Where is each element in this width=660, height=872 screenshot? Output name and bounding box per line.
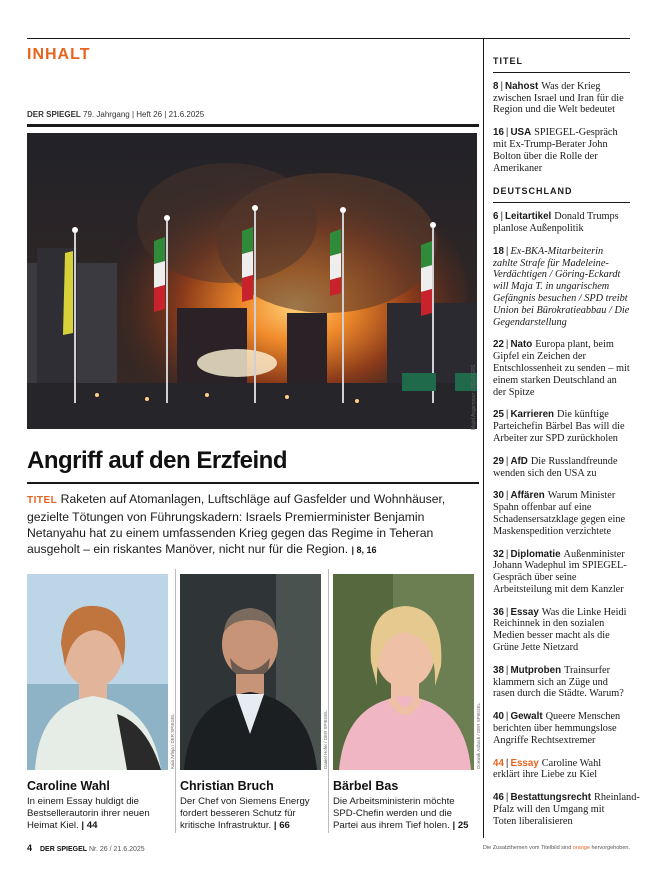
footer-note-post: hervorgehoben. (591, 845, 630, 851)
person-text-wahl (27, 796, 172, 832)
toc-entry-page: 36 (493, 606, 504, 618)
toc-entry-page: 25 (493, 409, 504, 421)
toc-entry-keyword: Nahost (505, 80, 539, 92)
toc-entry-keyword: Essay (510, 757, 539, 769)
footer-note-orange: orange (572, 845, 590, 851)
person-photo-bruch (180, 574, 321, 770)
toc-entry-page: 18 (493, 245, 504, 257)
toc-entry-text: Europa plant, beim Gipfel ein Zeichen der Entschlossenheit zu senden – mit einem starken Deutschland an der Spitze (493, 339, 630, 398)
toc-entry-text: Ex-BKA-Mitarbeiterin zahlte Strafe für Madeleine-Verdächtigen / Göring-Eckardt will Maja T. in ungarischem Gefängnis besuchen / SPD treibt Union bei Bürokratieabbau / Die Gegendarstellung (493, 245, 630, 328)
toc-entry-text: Queere Menschen berichten über hemmungslose Angriffe Rechtsextremer (493, 711, 621, 746)
person-card-bas[interactable] (333, 569, 480, 833)
toc-entry[interactable] (493, 456, 630, 480)
toc-section-deutschland: DEUTSCHLAND (493, 186, 630, 203)
person-ref-bruch[interactable]: | 66 (273, 820, 290, 831)
toc-entry[interactable] (493, 711, 630, 746)
toc-entry[interactable] (493, 246, 630, 329)
person-text-bruch (180, 796, 325, 832)
toc-entry-text: Außenminister Johann Wadephul im SPIEGEL-Gespräch über seine Arbeitsteilung mit dem Kanzler (493, 548, 627, 595)
toc-entry-text: Die künftige Parteichefin Bärbel Bas will die Arbeiter zur SPD zurückholen (493, 409, 625, 444)
person-ref-bas[interactable]: | 25 (452, 820, 469, 831)
toc-entry-keyword: USA (510, 127, 532, 139)
toc-entry-page: 30 (493, 490, 504, 502)
lead-text: Raketen auf Atomanlagen, Luftschläge auf Gasfelder und Wohnhäuser, gezielte Tötungen von Führungskadern: Israels Premierminister Benjamin Netanyahu hat zu einem umfassenden Krieg gegen das Regime in Teheran ausgeholt – ein riskantes Manöver, nicht nur für die Region. (27, 492, 446, 556)
toc-entry-separator: | (505, 245, 509, 257)
toc-sidebar (493, 56, 640, 839)
toc-entry-page: 44 (493, 757, 504, 769)
person-credit-wahl: Kaia Arfeja / DER SPIEGEL (170, 713, 175, 769)
person-card-bruch[interactable] (180, 569, 327, 833)
toc-entry-page: 6 (493, 211, 499, 223)
toc-entry[interactable] (493, 211, 630, 235)
toc-entry-page: 46 (493, 792, 504, 804)
masthead-brand: DER SPIEGEL (27, 110, 81, 119)
toc-entry[interactable] (493, 339, 630, 398)
toc-entry-separator: | (505, 548, 509, 560)
toc-section-titel: TITEL (493, 56, 630, 73)
toc-entry-separator: | (505, 409, 509, 421)
toc-entry-separator: | (505, 606, 509, 618)
toc-entry-page: 22 (493, 339, 504, 351)
person-desc-bruch: Der Chef von Siemens Energy fordert besseren Schutz für kritische Infrastruktur. (180, 796, 310, 831)
person-name-bas: Bärbel Bas (333, 779, 399, 793)
people-divider (175, 569, 176, 833)
toc-entry-page: 16 (493, 127, 504, 139)
toc-entry-page: 8 (493, 80, 499, 92)
toc-entry-text: Caroline Wahl erklärt ihre Liebe zu Kiel (493, 757, 602, 781)
people-divider (328, 569, 329, 833)
toc-entry-text: Donald Trumps planlose Außenpolitik (493, 211, 619, 234)
lead-tag: TITEL (27, 495, 58, 506)
page-footer (27, 843, 630, 853)
toc-entry-separator: | (500, 211, 503, 223)
section-label: INHALT (27, 46, 91, 63)
masthead-info: 79. Jahrgang | Heft 26 | 21.6.2025 (83, 110, 205, 119)
toc-entry-keyword: Leitartikel (505, 211, 552, 223)
toc-entry-page: 29 (493, 455, 504, 467)
toc-entry-keyword: Bestattungsrecht (510, 792, 592, 804)
toc-entry-text: Rheinland-Pfalz will den Umgang mit Toten liberalisieren (493, 792, 640, 827)
person-desc-bas: Die Arbeitsministerin möchte SPD-Chefin werden und die Partei aus ihrem Tief holen. (333, 796, 455, 831)
toc-entry-keyword: Gewalt (510, 711, 543, 723)
portrait-bruch-icon (180, 574, 321, 770)
person-photo-wahl (27, 574, 168, 770)
toc-entry-separator: | (505, 664, 509, 676)
people-row (27, 569, 479, 833)
toc-entry[interactable] (493, 127, 630, 174)
page-number: 4 (27, 843, 33, 853)
toc-entry-separator: | (505, 455, 509, 467)
lead-teaser (27, 491, 477, 558)
person-name-bruch: Christian Bruch (180, 779, 274, 793)
person-credit-bas: Dominik Asbach / DER SPIEGEL (476, 702, 481, 769)
toc-entry[interactable] (493, 792, 640, 827)
person-photo-bas (333, 574, 474, 770)
toc-entry[interactable] (493, 409, 630, 444)
person-card-wahl[interactable] (27, 569, 174, 833)
masthead (27, 110, 204, 119)
toc-entry-text: Trainsurfer klammern sich an Züge und rasen durch die Städte. Warum? (493, 664, 624, 700)
toc-entry-text: Was der Krieg zwischen Israel und Iran für die Region und die Welt bedeutet (493, 80, 624, 116)
toc-entry-separator: | (505, 757, 509, 769)
toc-entry-highlighted[interactable] (493, 758, 630, 782)
toc-entry-text: Was die Linke Heidi Reichinnek in den sozialen Medien besser macht als die Grüne Jette Nietzard (493, 606, 627, 654)
toc-entry-separator: | (505, 127, 509, 139)
toc-entry[interactable] (493, 665, 630, 700)
toc-entry[interactable] (493, 81, 630, 116)
person-credit-bruch: Daniel Hofer / DER SPIEGEL (323, 710, 328, 769)
toc-entry-text: SPIEGEL-Gespräch mit Ex-Trump-Berater John Bolton über die Rolle der Amerikaner (493, 127, 618, 174)
portrait-bas-icon (333, 574, 474, 770)
person-text-bas (333, 796, 478, 832)
portrait-wahl-icon (27, 574, 168, 770)
column-rule (483, 38, 484, 838)
main-rule (27, 124, 479, 127)
toc-entry-separator: | (505, 792, 509, 804)
toc-entry[interactable] (493, 549, 630, 596)
toc-entry[interactable] (493, 490, 630, 537)
toc-entry-separator: | (505, 490, 509, 502)
toc-entry-keyword: Diplomatie (510, 548, 561, 560)
toc-entry-keyword: AfD (510, 455, 528, 467)
hero-image[interactable] (27, 133, 477, 429)
hero-credit: Majid Asgaripour / REUTERS (471, 364, 477, 430)
person-desc-wahl: In einem Essay huldigt die Bestsellerautorin ihrer neuen Heimat Kiel. (27, 796, 150, 831)
toc-entry-separator: | (505, 339, 509, 351)
footer-note-pre: Die Zusatzthemen vom Titelbild sind (482, 845, 572, 851)
toc-entry-page: 38 (493, 664, 504, 676)
footer-brand: DER SPIEGEL (39, 846, 88, 853)
toc-entry-separator: | (505, 711, 509, 723)
person-ref-wahl[interactable]: | 44 (81, 820, 98, 831)
toc-entry-keyword: Karrieren (510, 409, 555, 421)
toc-entry-keyword: Mutproben (510, 664, 562, 676)
footer-issue: Nr. 26 / 21.6.2025 (89, 846, 145, 853)
toc-entry[interactable] (493, 607, 630, 654)
toc-entry-keyword: Nato (510, 339, 533, 351)
headline-rule (27, 482, 479, 484)
toc-entry-page: 32 (493, 548, 504, 560)
toc-entry-text: Die Russlandfreunde wenden sich den USA zu (493, 455, 618, 479)
toc-entry-keyword: Affären (510, 490, 545, 502)
toc-entry-keyword: Essay (510, 606, 539, 618)
top-rule (27, 38, 630, 39)
toc-entry-page: 40 (493, 711, 504, 723)
lead-page-ref[interactable]: | 8, 16 (351, 545, 377, 555)
lead-headline[interactable]: Angriff auf den Erzfeind (27, 447, 287, 474)
hero-illustration (27, 133, 477, 429)
toc-entry-text: Warum Minister Spahn offenbar auf eine Schadensersatzklage gegen eine Maskenspedition verzichtete (493, 490, 626, 537)
footer-note (483, 845, 630, 851)
toc-entry-separator: | (500, 80, 503, 92)
person-name-wahl: Caroline Wahl (27, 779, 110, 793)
